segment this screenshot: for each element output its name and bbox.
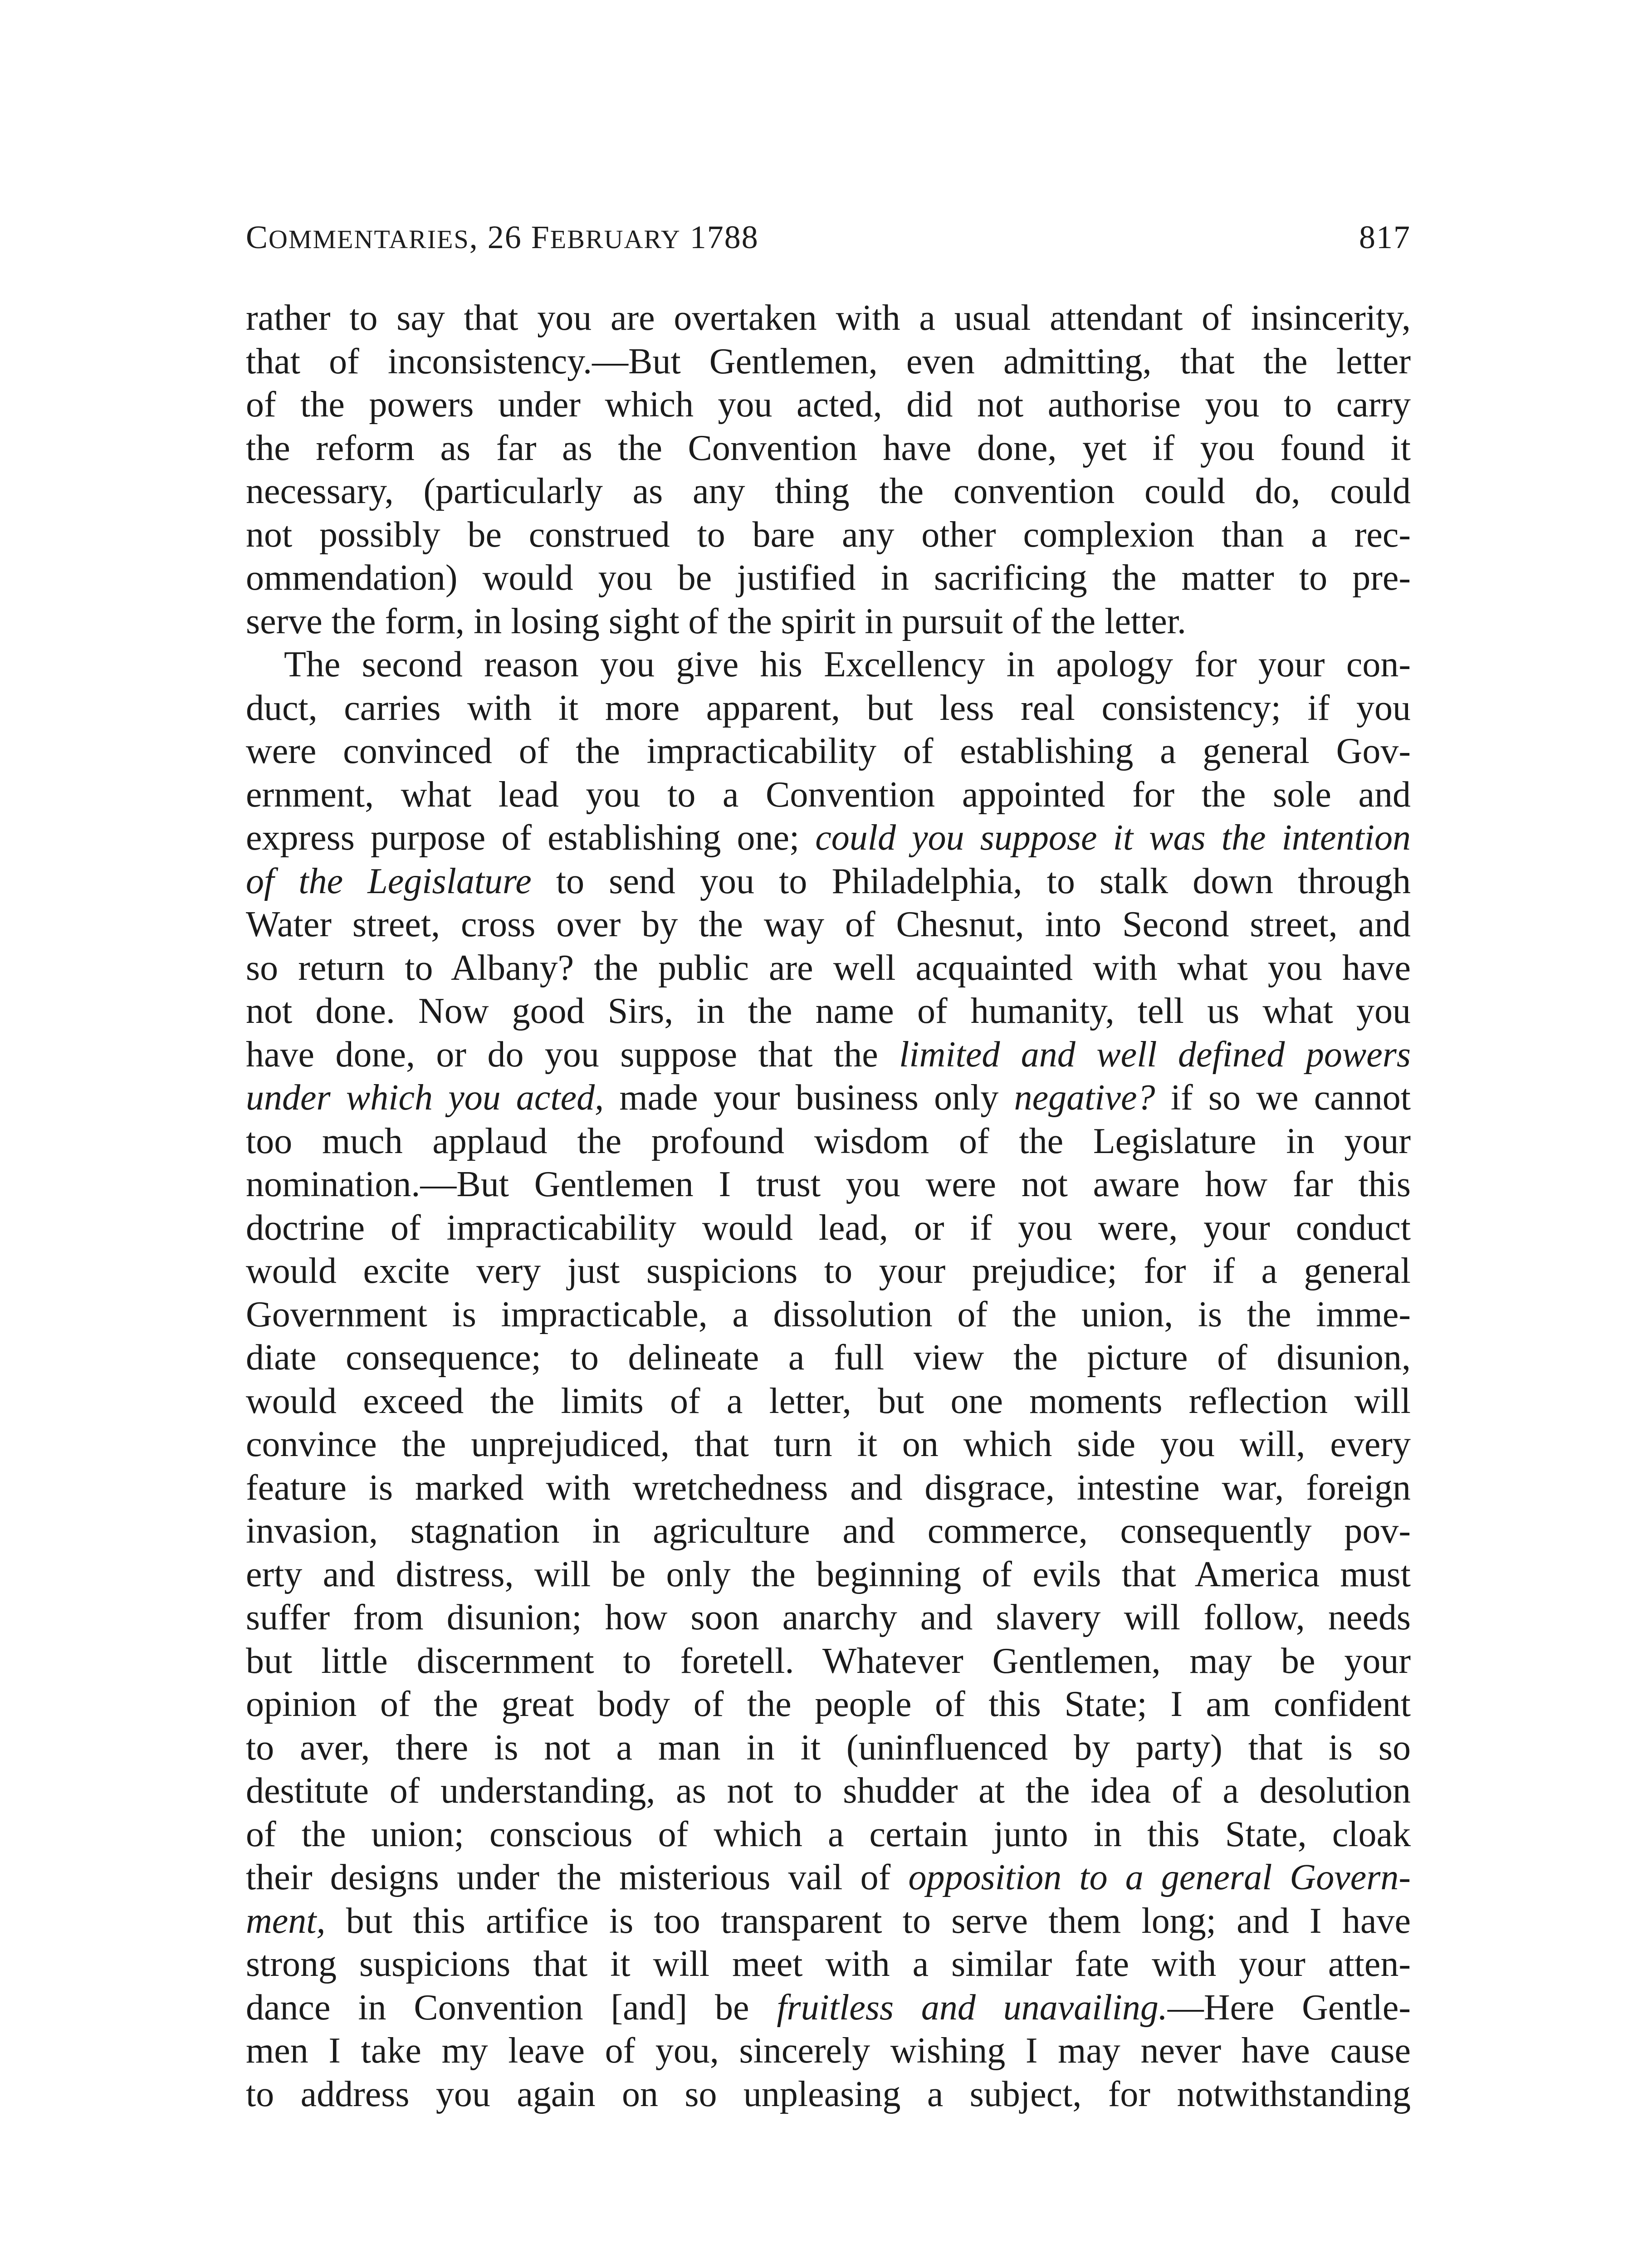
text-segment: convince the unprejudiced, that turn it on which side you will, every [246,1424,1411,1464]
text-segment: men I take my leave of you, sincerely wishing I may never have cause [246,2031,1411,2071]
body-text [246,297,1411,2116]
text-segment: so return to Albany? the public are well acquainted with what you have [246,948,1411,988]
text-segment: the reform as far as the Convention have done, yet if you found it [246,428,1411,468]
text-segment: diate consequence; to delineate a full view the picture of disunion, [246,1338,1411,1378]
text-line [246,383,1411,427]
text-line [246,903,1411,947]
text-segment: if so we cannot [1155,1078,1411,1118]
text-line [246,1943,1411,1986]
text-line [246,947,1411,990]
text-line [246,1380,1411,1423]
text-segment: duct, carries with it more apparent, but less real consistency; if you [246,688,1411,728]
text-segment: erty and distress, will be only the beginning of evils that America must [246,1554,1411,1594]
text-segment: invasion, stagnation in agriculture and commerce, consequently pov- [246,1511,1411,1551]
text-line [246,1640,1411,1683]
text-line [246,816,1411,860]
text-line [246,557,1411,600]
italic-text: fruitless and unavailing. [777,1987,1168,2028]
text-line [246,1553,1411,1597]
text-line [246,1596,1411,1640]
text-segment: necessary, (particularly as any thing the convention could do, could [246,471,1411,511]
italic-text: ment, [246,1901,326,1941]
text-line [246,427,1411,470]
text-line [246,730,1411,773]
text-segment: Government is impracticable, a dissolution of the union, is the imme- [246,1294,1411,1334]
text-line [246,2073,1411,2116]
text-line [246,600,1411,644]
text-line [246,1986,1411,2030]
text-segment: their designs under the misterious vail of [246,1857,909,1897]
text-segment: doctrine of impracticability would lead, or if you were, your conduct [246,1207,1411,1248]
text-segment: rather to say that you are overtaken with a usual attendant of insincerity, [246,298,1411,338]
text-line [246,1033,1411,1077]
text-segment: dance in Convention [and] be [246,1987,777,2028]
text-line [246,687,1411,730]
text-line [246,643,1411,687]
text-line [246,1250,1411,1293]
text-segment: were convinced of the impracticability of establishing a general Gov- [246,731,1411,771]
text-segment: to address you again on so unpleasing a subject, for notwithstanding [246,2074,1411,2114]
text-line [246,1120,1411,1163]
text-segment: opinion of the great body of the people of this State; I am confident [246,1684,1411,1724]
text-segment: not done. Now good Sirs, in the name of humanity, tell us what you [246,991,1411,1031]
text-segment: would excite very just suspicions to your prejudice; for if a general [246,1251,1411,1291]
text-line [246,1900,1411,1943]
text-segment: not possibly be construed to bare any other complexion than a rec- [246,514,1411,555]
text-segment: express purpose of establishing one; [246,818,816,858]
text-line [246,340,1411,384]
italic-text: limited and well defined powers [899,1034,1411,1075]
text-line [246,1726,1411,1770]
text-segment: The second reason you give his Excellency in apology for your con- [284,645,1411,684]
text-segment: strong suspicions that it will meet with a similar fate with your atten- [246,1944,1411,1984]
italic-text: opposition to a general Govern- [908,1857,1411,1897]
text-segment: to aver, there is not a man in it (uninfluenced by party) that is so [246,1727,1411,1768]
text-line [246,1207,1411,1250]
italic-text: negative? [1014,1078,1155,1118]
text-segment: nomination.—But Gentlemen I trust you were not aware how far this [246,1164,1411,1204]
text-line [246,1683,1411,1726]
text-segment: would exceed the limits of a letter, but one moments reflection will [246,1381,1411,1421]
text-segment: of the powers under which you acted, did not authorise you to carry [246,385,1411,425]
text-segment: to send you to Philadelphia, to stalk down through [531,861,1411,901]
text-segment: ommendation) would you be justified in sacrificing the matter to pre- [246,558,1411,598]
text-line [246,297,1411,340]
text-line [246,1423,1411,1466]
text-line [246,470,1411,513]
text-line [246,1856,1411,1900]
text-segment: suffer from disunion; how soon anarchy and slavery will follow, needs [246,1598,1411,1637]
text-line [246,513,1411,557]
running-head [246,212,1411,262]
text-line [246,1769,1411,1813]
text-segment: made your business only [604,1078,1014,1118]
text-segment: that of inconsistency.—But Gentlemen, even admitting, that the letter [246,341,1411,381]
italic-text: could you suppose it was the intention [815,818,1411,858]
text-line [246,1466,1411,1510]
text-line [246,1076,1411,1120]
text-segment: of the union; conscious of which a certain junto in this State, cloak [246,1814,1411,1854]
text-segment: ernment, what lead you to a Convention appointed for the sole and [246,774,1411,815]
text-line [246,1163,1411,1207]
running-head-title: COMMENTARIES, 26 FEBRUARY 1788 [246,219,759,255]
page-number: 817 [1359,219,1411,255]
text-line [246,773,1411,817]
text-line [246,2029,1411,2073]
text-segment: but this artifice is too transparent to serve them long; and I have [325,1901,1411,1941]
text-segment: have done, or do you suppose that the [246,1034,900,1075]
text-segment: destitute of understanding, as not to shudder at the idea of a desolution [246,1771,1411,1811]
text-segment: feature is marked with wretchedness and disgrace, intestine war, foreign [246,1467,1411,1508]
text-segment: Water street, cross over by the way of Chesnut, into Second street, and [246,904,1411,944]
text-segment: but little discernment to foretell. Whatever Gentlemen, may be your [246,1641,1411,1681]
italic-text: of the Legislature [246,861,532,901]
text-line [246,1336,1411,1380]
text-segment: serve the form, in losing sight of the spirit in pursuit of the letter. [246,601,1187,641]
text-line [246,1813,1411,1857]
text-line [246,860,1411,904]
italic-text: under which you acted, [246,1078,604,1118]
text-line [246,990,1411,1033]
text-segment: —Here Gentle- [1167,1987,1411,2028]
text-line [246,1293,1411,1337]
text-segment: too much applaud the profound wisdom of the Legislature in your [246,1121,1411,1161]
text-line [246,1510,1411,1553]
